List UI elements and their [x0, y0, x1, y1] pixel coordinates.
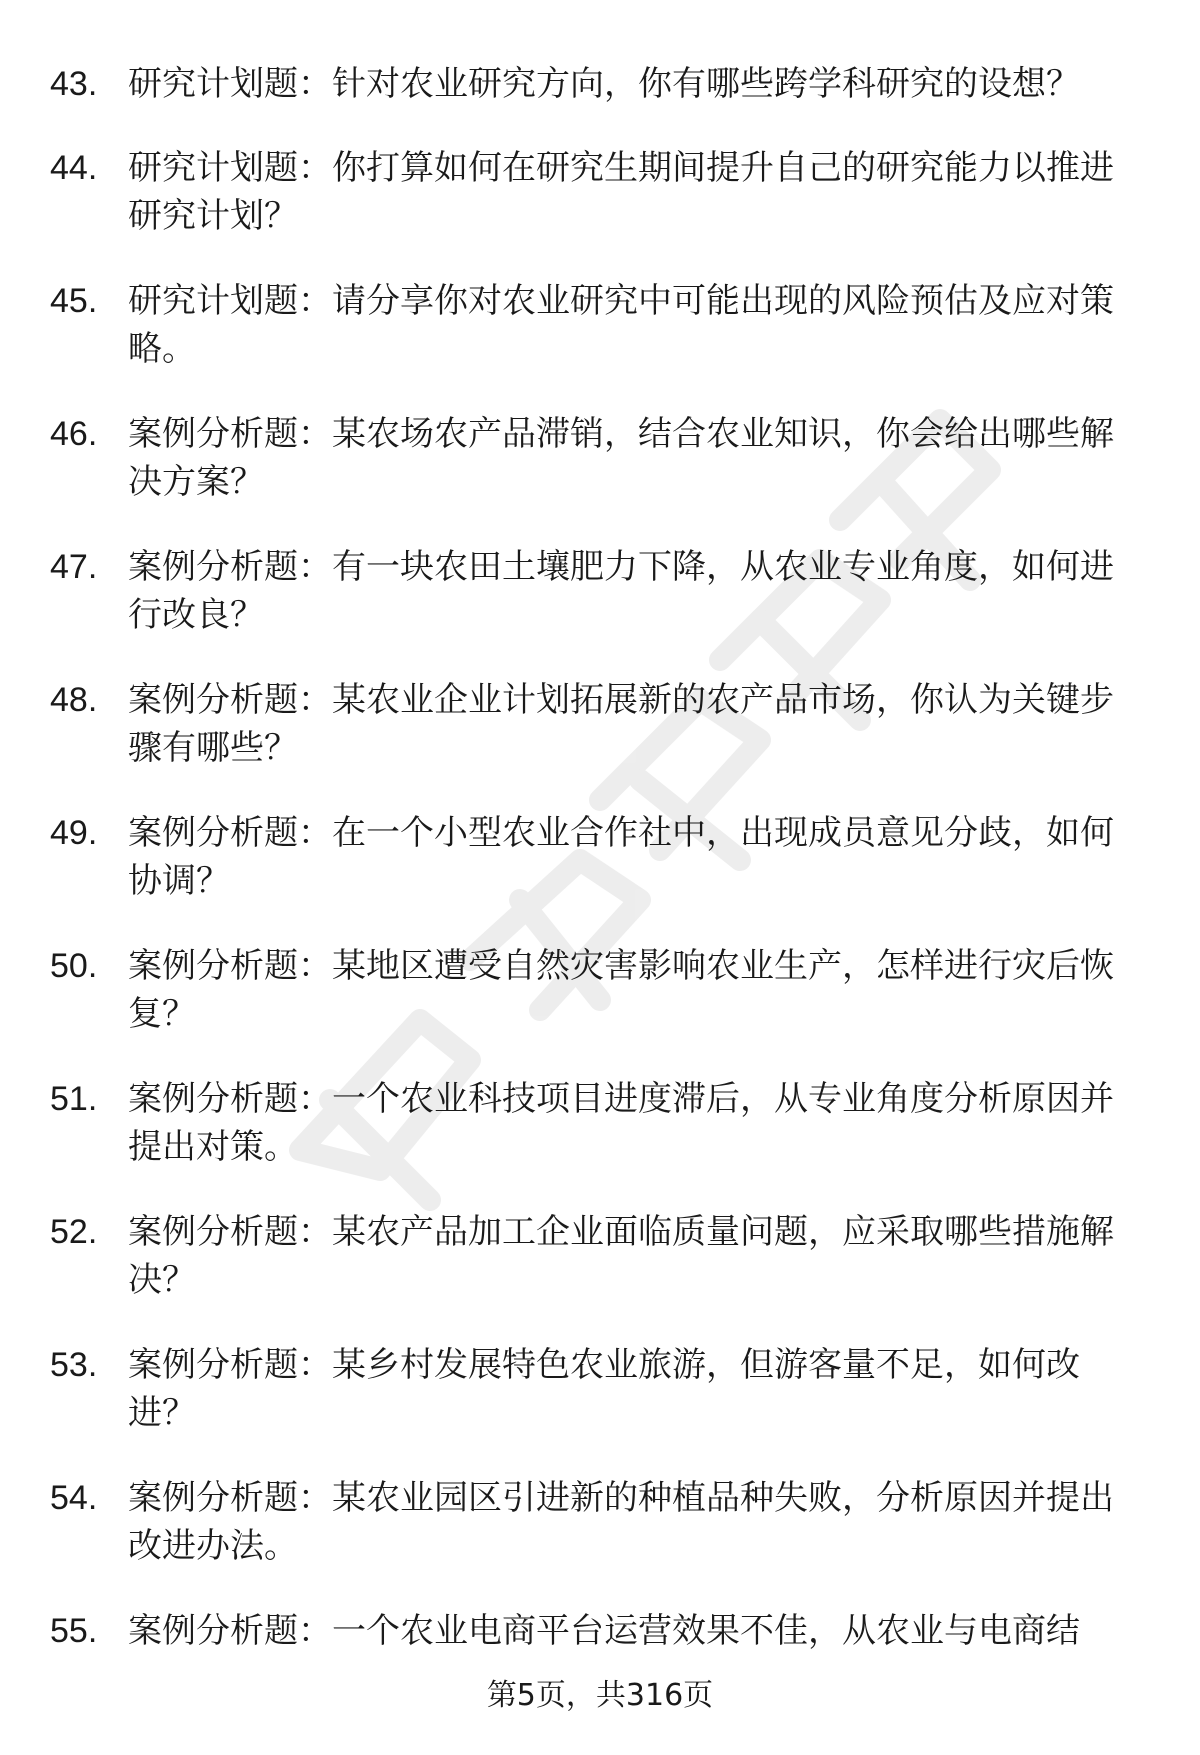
question-item [50, 277, 1140, 373]
question-text: 案例分析题：在一个小型农业合作社中，出现成员意见分歧，如何协调？ [128, 813, 1114, 901]
question-text: 案例分析题：某乡村发展特色农业旅游，但游客量不足，如何改进？ [128, 1345, 1080, 1433]
question-number: 47. [50, 548, 98, 586]
question-item [50, 60, 1140, 108]
question-text: 案例分析题：某农业园区引进新的种植品种失败，分析原因并提出改进办法。 [128, 1478, 1114, 1566]
question-text: 案例分析题：某农场农产品滞销，结合农业知识，你会给出哪些解决方案？ [128, 414, 1114, 502]
question-text: 研究计划题：针对农业研究方向，你有哪些跨学科研究的设想？ [128, 64, 1080, 104]
question-text: 研究计划题：你打算如何在研究生期间提升自己的研究能力以推进研究计划？ [128, 148, 1114, 236]
question-number: 51. [50, 1080, 98, 1118]
question-number: 49. [50, 814, 98, 852]
question-list [50, 60, 1140, 1692]
question-item [50, 543, 1140, 639]
question-item [50, 1075, 1140, 1171]
page-footer [0, 1676, 1200, 1716]
question-text: 案例分析题：一个农业电商平台运营效果不佳，从农业与电商结 [128, 1611, 1080, 1651]
question-number: 54. [50, 1479, 98, 1517]
question-text: 案例分析题：一个农业科技项目进度滞后，从专业角度分析原因并提出对策。 [128, 1079, 1114, 1167]
question-item [50, 942, 1140, 1038]
question-number: 50. [50, 947, 98, 985]
question-number: 43. [50, 65, 98, 103]
question-item [50, 1208, 1140, 1304]
question-item [50, 809, 1140, 905]
question-number: 46. [50, 415, 98, 453]
question-item [50, 144, 1140, 240]
question-text: 案例分析题：某地区遭受自然灾害影响农业生产，怎样进行灾后恢复？ [128, 946, 1114, 1034]
question-item [50, 410, 1140, 506]
question-number: 55. [50, 1612, 98, 1650]
question-number: 53. [50, 1346, 98, 1384]
page-number-text: 第5页，共316页 [486, 1678, 714, 1713]
question-number: 52. [50, 1213, 98, 1251]
question-text: 案例分析题：有一块农田土壤肥力下降，从农业专业角度，如何进行改良？ [128, 547, 1114, 635]
question-text: 研究计划题：请分享你对农业研究中可能出现的风险预估及应对策略。 [128, 281, 1114, 369]
question-item [50, 1474, 1140, 1570]
question-number: 44. [50, 149, 98, 187]
question-item [50, 1341, 1140, 1437]
question-text: 案例分析题：某农产品加工企业面临质量问题，应采取哪些措施解决？ [128, 1212, 1114, 1300]
question-text: 案例分析题：某农业企业计划拓展新的农产品市场，你认为关键步骤有哪些？ [128, 680, 1114, 768]
question-item [50, 676, 1140, 772]
question-number: 48. [50, 681, 98, 719]
question-number: 45. [50, 282, 98, 320]
question-item [50, 1607, 1140, 1655]
